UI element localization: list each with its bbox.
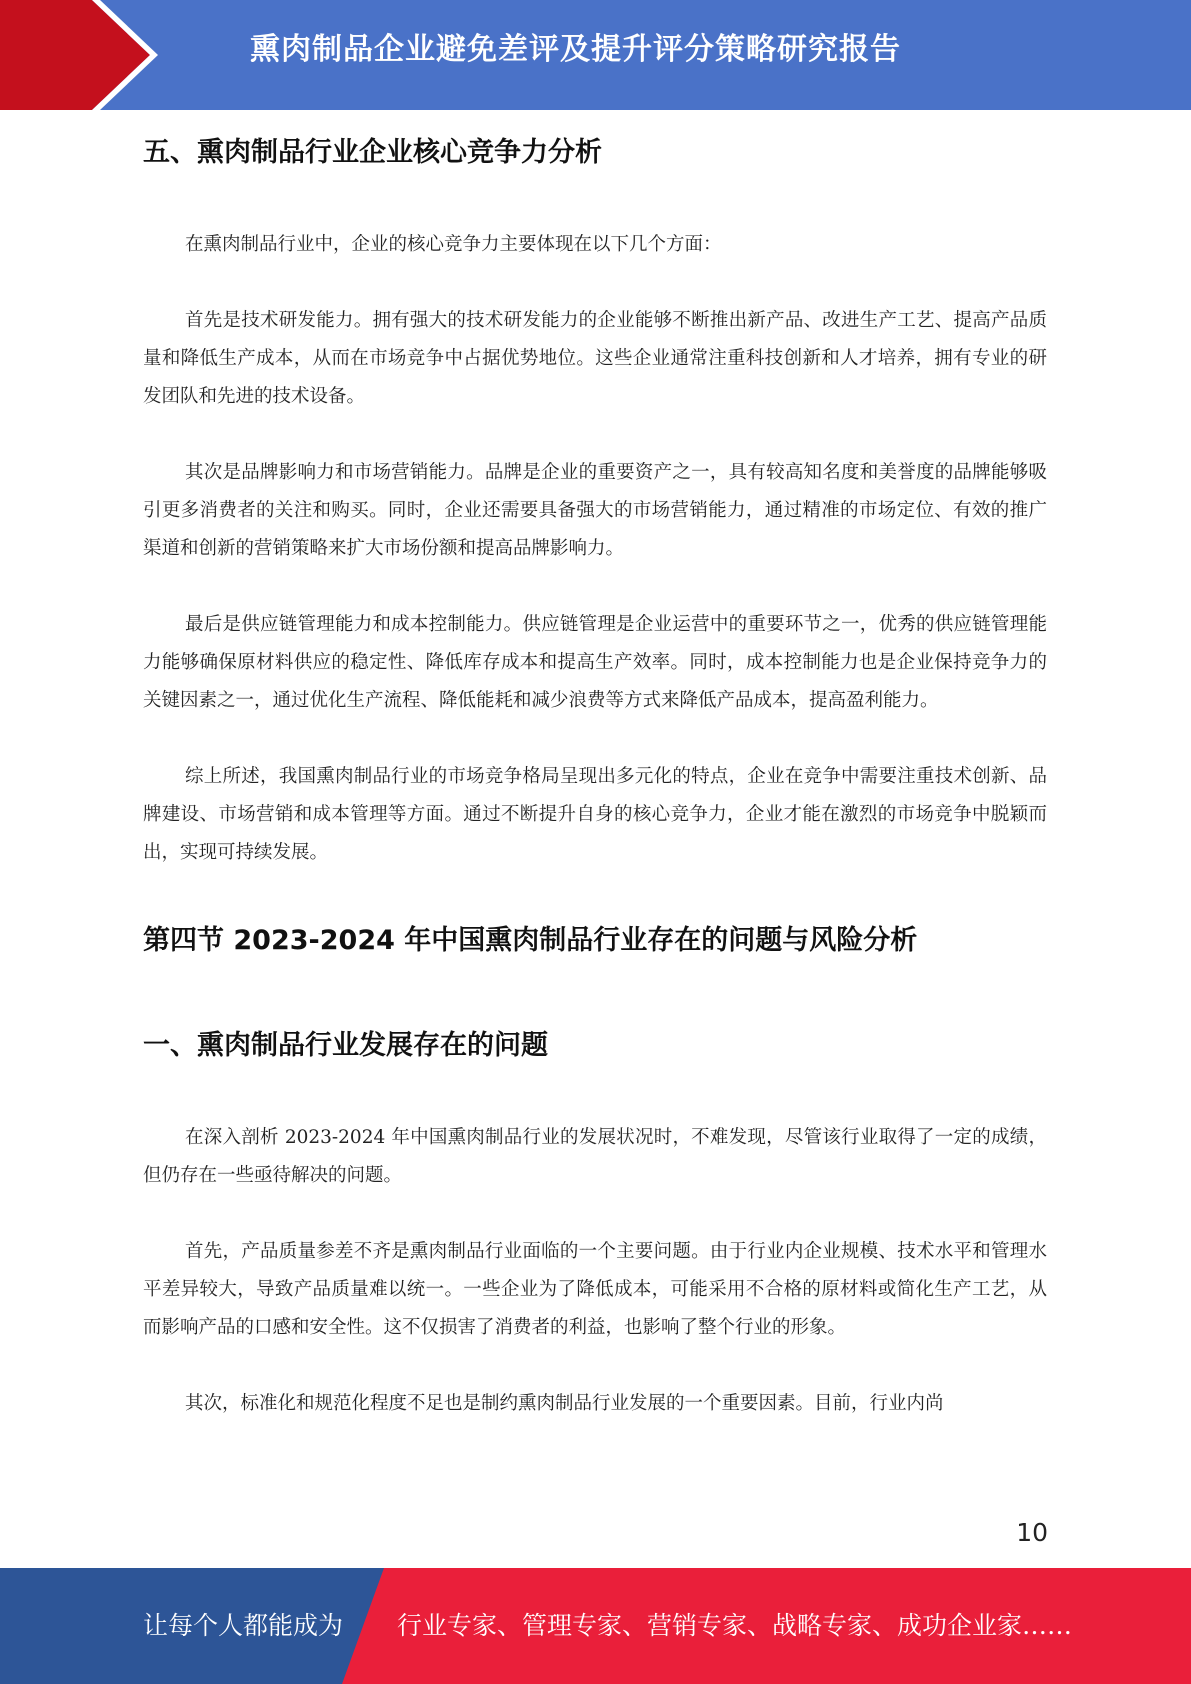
- paragraph: 首先，产品质量参差不齐是熏肉制品行业面临的一个主要问题。由于行业内企业规模、技术水平和管理水平差异较大，导致产品质量难以统一。一些企业为了降低成本，可能采用不合格的原材料或简化生产工艺，从而影响产品的口感和安全性。这不仅损害了消费者的利益，也影响了整个行业的形象。: [143, 1241, 1047, 1338]
- main-content: [143, 120, 1047, 1423]
- paragraph: 综上所述，我国熏肉制品行业的市场竞争格局呈现出多元化的特点，企业在竞争中需要注重技术创新、品牌建设、市场营销和成本管理等方面。通过不断提升自身的核心竞争力，企业才能在激烈的市场竞争中脱颖而出，实现可持续发展。: [143, 766, 1047, 863]
- report-title: 熏肉制品企业避免差评及提升评分策略研究报告: [250, 32, 901, 67]
- paragraph: 最后是供应链管理能力和成本控制能力。供应链管理是企业运营中的重要环节之一，优秀的供应链管理能力能够确保原材料供应的稳定性、降低库存成本和提高生产效率。同时，成本控制能力也是企业保持竞争力的关键因素之一，通过优化生产流程、降低能耗和减少浪费等方式来降低产品成本，提高盈利能力。: [143, 614, 1047, 711]
- paragraph: 在熏肉制品行业中，企业的核心竞争力主要体现在以下几个方面：: [185, 234, 722, 255]
- paragraph: 其次是品牌影响力和市场营销能力。品牌是企业的重要资产之一，具有较高知名度和美誉度的品牌能够吸引更多消费者的关注和购买。同时，企业还需要具备强大的市场营销能力，通过精准的市场定位、有效的推广渠道和创新的营销策略来扩大市场份额和提高品牌影响力。: [143, 462, 1047, 559]
- page-header: [0, 0, 1191, 110]
- page-footer: [0, 1568, 1191, 1684]
- paragraph: 在深入剖析 2023-2024 年中国熏肉制品行业的发展状况时，不难发现，尽管该行业取得了一定的成绩，但仍存在一些亟待解决的问题。: [143, 1127, 1047, 1186]
- footer-slogan-left: 让每个人都能成为: [143, 1611, 344, 1640]
- header-chevron-decoration: [0, 0, 160, 110]
- paragraph: 首先是技术研发能力。拥有强大的技术研发能力的企业能够不断推出新产品、改进生产工艺、提高产品质量和降低生产成本，从而在市场竞争中占据优势地位。这些企业通常注重科技创新和人才培养，拥有专业的研发团队和先进的技术设备。: [143, 310, 1047, 407]
- footer-slogan-right: 行业专家、管理专家、营销专家、战略专家、成功企业家……: [397, 1611, 1073, 1640]
- page-number: 10: [1016, 1518, 1048, 1547]
- paragraph: 其次，标准化和规范化程度不足也是制约熏肉制品行业发展的一个重要因素。目前，行业内尚: [185, 1393, 944, 1414]
- section-heading-core-competitiveness: 五、熏肉制品行业企业核心竞争力分析: [143, 137, 602, 168]
- section-heading-industry-problems: 一、熏肉制品行业发展存在的问题: [143, 1030, 548, 1061]
- section-heading-chapter-four: 第四节 2023-2024 年中国熏肉制品行业存在的问题与风险分析: [143, 925, 918, 956]
